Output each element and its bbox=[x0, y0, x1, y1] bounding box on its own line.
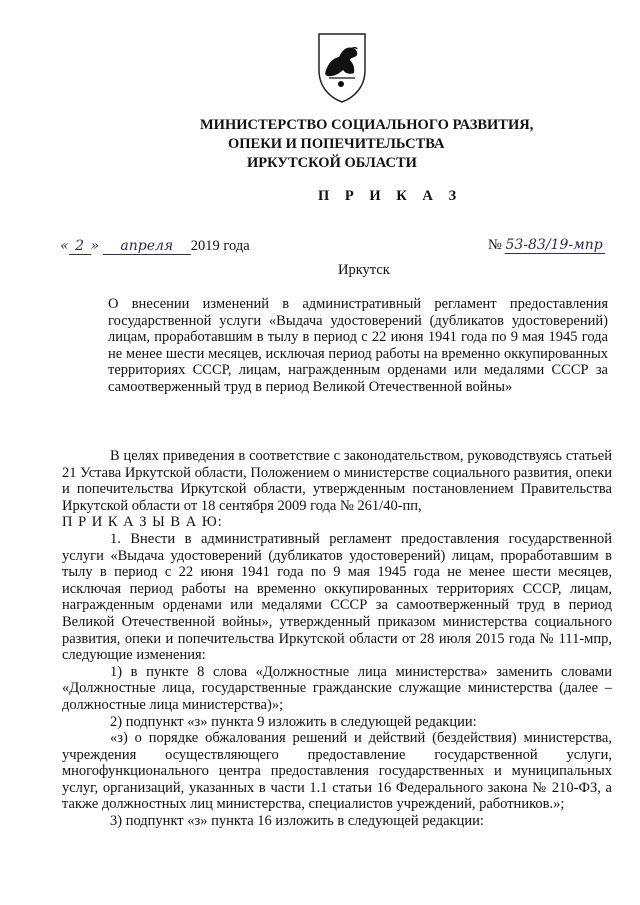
date-month: апреля bbox=[103, 238, 191, 255]
date-year: 2019 года bbox=[190, 238, 250, 254]
date-quote-open: « bbox=[60, 238, 69, 254]
item-1-paragraph: 1. Внести в административный регламент предоставления государственной услуги «Выдача удостоверений (дубликатов удостоверений) лицам, проработавшим в тылу в период с 22 июня 1941 года по 9 мая 1945 года не менее шести месяцев, исключая период работы на временно оккупированных территориях СССР, лицам, награжденным орденами или медалями СССР за самоотверженный труд в период Великой Отечественной войны», утвержденный приказом министерства социального развития, опеки и попечительства Иркутской области от 28 июля 2015 года № 111-мпр, следующие изменения: bbox=[62, 530, 612, 664]
document-subject: О внесении изменений в административный регламент предоставления государственной услуги «Выдача удостоверений (дубликатов удостоверений) лицам, проработавшим в тылу в период с 22 июня 1941 года по 9 мая 1945 года не менее шести месяцев, исключая период работы на временно оккупированных территориях СССР, лицам, награжденным орденами или медалями СССР за самоотверженный труд в период Великой Отечественной войны» bbox=[108, 296, 608, 395]
date-quote-close: » bbox=[90, 238, 100, 254]
coat-of-arms-emblem bbox=[311, 30, 373, 104]
subitem-2-text-paragraph: «з) о порядке обжалования решений и действий (бездействия) министерства, учреждения осуществляющего предоставление государственной услуги, многофункционального центра предоставления государственных и муниципальных услуг, организаций, указанных в части 1.1 статьи 16 Федерального закона № 210-ФЗ, а также должностных лиц министерства, специалистов учреждений, работников.»; bbox=[62, 730, 612, 813]
number-label: № bbox=[488, 237, 502, 253]
document-date bbox=[60, 238, 250, 255]
document-type-title: П Р И К А З bbox=[318, 188, 463, 204]
document-body bbox=[62, 448, 612, 830]
subitem-1-paragraph: 1) в пункте 8 слова «Должностные лица министерства» заменить словами «Должностные лица, государственные гражданские служащие министерства (далее – должностные лица министерства)»; bbox=[62, 663, 612, 713]
document-number bbox=[488, 237, 605, 254]
city-name: Иркутск bbox=[338, 262, 390, 278]
subitem-2-paragraph: 2) подпункт «з» пункта 9 изложить в следующей редакции: bbox=[110, 713, 477, 730]
number-value: 53-83/19-мпр bbox=[505, 237, 605, 254]
preamble-paragraph: В целях приведения в соответствие с законодательством, руководствуясь статьей 21 Устава Иркутской области, Положением о министерстве социального развития, опеки и попечительства Иркутской области, утвержденным постановлением Правительства Иркутской области от 18 сентября 2009 года № 261/40-пп, bbox=[62, 448, 612, 514]
date-day: 2 bbox=[69, 238, 91, 255]
ministry-name-line3: ИРКУТСКОЙ ОБЛАСТИ bbox=[247, 155, 417, 171]
ministry-name-line2: ОПЕКИ И ПОПЕЧИТЕЛЬСТВА bbox=[228, 136, 445, 152]
subitem-3-paragraph: 3) подпункт «з» пункта 16 изложить в следующей редакции: bbox=[110, 813, 484, 830]
ministry-name-line1: МИНИСТЕРСТВО СОЦИАЛЬНОГО РАЗВИТИЯ, bbox=[200, 117, 534, 133]
prikazyvayu-line: П Р И К А З Ы В А Ю: bbox=[62, 514, 223, 531]
